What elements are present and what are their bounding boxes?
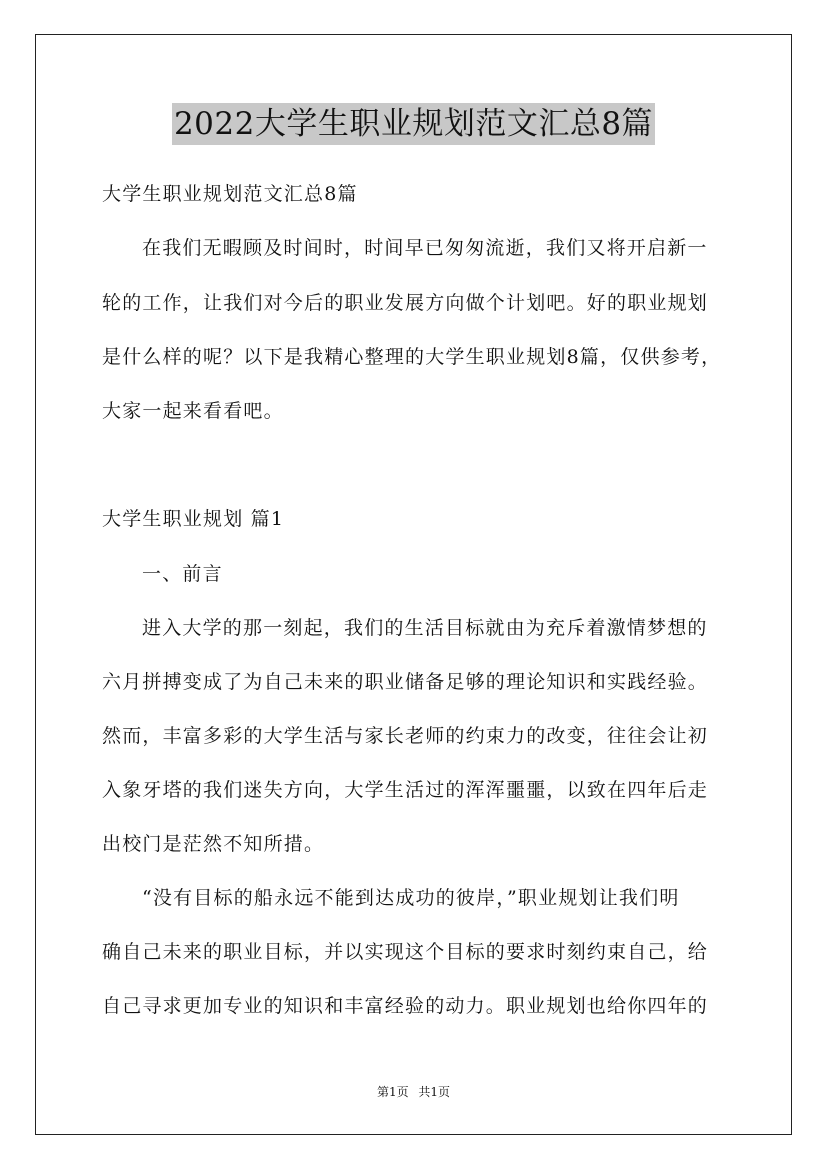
page-total: 共1页: [418, 1085, 451, 1099]
paragraph-line: 确自己未来的职业目标，并以实现这个目标的要求时刻约束自己，给: [102, 941, 709, 963]
page-footer: [0, 1084, 827, 1100]
paragraph-line: “没有目标的船永远不能到达成功的彼岸，”职业规划让我们明: [142, 887, 680, 909]
preface-heading: 一、前言: [142, 563, 223, 585]
intro-line: 在我们无暇顾及时间时，时间早已匆匆流逝，我们又将开启新一: [142, 237, 708, 259]
section-heading: 大学生职业规划 篇1: [102, 508, 285, 530]
page-number: 第1页: [376, 1085, 409, 1099]
intro-line: 大家一起来看看吧。: [102, 400, 284, 422]
paragraph-line: 然而，丰富多彩的大学生活与家长老师的约束力的改变，往往会让初: [102, 725, 709, 747]
intro-line: 轮的工作，让我们对今后的职业发展方向做个计划吧。好的职业规划: [102, 292, 709, 314]
paragraph-line: 进入大学的那一刻起，我们的生活目标就由为充斥着激情梦想的: [142, 617, 708, 639]
document-title: 2022大学生职业规划范文汇总8篇: [172, 103, 655, 145]
paragraph-line: 入象牙塔的我们迷失方向，大学生活过的浑浑噩噩，以致在四年后走: [102, 779, 709, 801]
paragraph-line: 六月拼搏变成了为自己未来的职业储备足够的理论知识和实践经验。: [102, 671, 709, 693]
subtitle: 大学生职业规划范文汇总8篇: [102, 183, 358, 205]
paragraph-line: 自己寻求更加专业的知识和丰富经验的动力。职业规划也给你四年的: [102, 995, 709, 1017]
intro-line: 是什么样的呢？以下是我精心整理的大学生职业规划8篇，仅供参考，: [102, 346, 722, 368]
paragraph-line: 出校门是茫然不知所措。: [102, 833, 325, 855]
